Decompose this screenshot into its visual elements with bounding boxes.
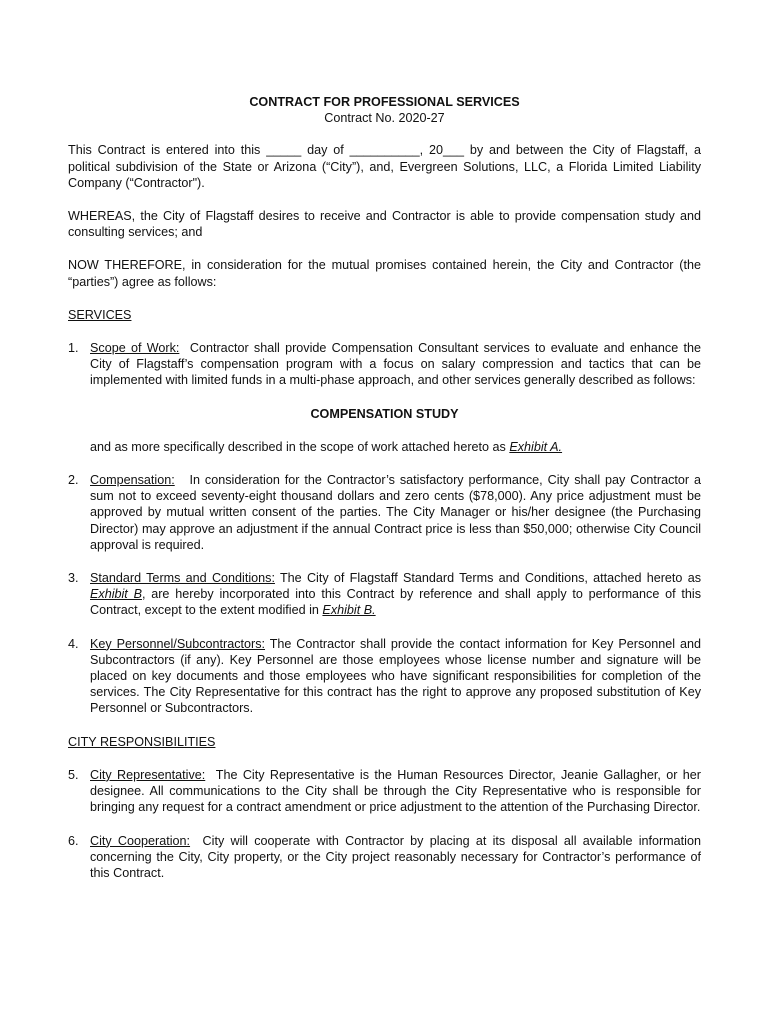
clause-text: The City Representative is the Human Resources Director, Jeanie Gallagher, or her designee. All communications to the City shall be through the City Representative who is responsible for bringing any request for a contract amendment or price adjustment to the attention of the Purchasing Director.: [90, 767, 701, 815]
clause-text: In consideration for the Contractor’s satisfactory performance, City shall pay Contractor a sum not to exceed seventy-eight thousand dollars and zero cents ($78,000). Any price adjustment must be approved by mutual written consent of the parties. The City Manager or his/her designee (the Purchasing Director) may approve an adjustment if the annual Contract price is less than $50,000; otherwise City Council approval is required.: [90, 473, 702, 552]
clause-text-continued: , are hereby incorporated into this Contract by reference and shall apply to performance of this Contract, except to the extent modified in: [90, 587, 701, 618]
contract-number: Contract No. 2020-27: [324, 111, 445, 126]
clause-number: 2.: [68, 473, 79, 488]
clause-compensation: [68, 472, 701, 553]
clause-title: City Representative:: [90, 767, 206, 782]
clause-key-personnel: [68, 636, 701, 717]
now-therefore-paragraph: NOW THEREFORE, in consideration for the mutual promises contained herein, the City and Contractor (the “parties”) agree as follows:: [68, 258, 701, 289]
clause-text: Contractor shall provide Compensation Consultant services to evaluate and enhance the City of Flagstaff’s compensation program with a focus on salary compression and tactics that can be implemented with limited funds in a multi-phase approach, and other services generally described as follows:: [90, 341, 701, 388]
clause-title: Standard Terms and Conditions:: [90, 571, 275, 586]
exhibit-a-link: Exhibit A.: [509, 439, 563, 454]
clause-title: Key Personnel/Subcontractors:: [90, 636, 266, 651]
clause-scope-of-work: [68, 340, 701, 389]
document-title: CONTRACT FOR PROFESSIONAL SERVICES: [249, 95, 520, 109]
clause-text: City will cooperate with Contractor by placing at its disposal all available information concerning the City, City property, or the City project reasonably necessary for Contractor’s performance of this Contract.: [90, 833, 701, 880]
clause-number: 4.: [68, 636, 79, 651]
document-body: [68, 94, 701, 881]
compensation-study-title: COMPENSATION STUDY: [310, 406, 459, 421]
clause-title: Scope of Work:: [90, 341, 180, 356]
clause-text: The Contractor shall provide the contact information for Key Personnel and Subcontractors (if any). Key Personnel are those employees whose license number and signature will be placed on key documents and those employees who have significant responsibilities for completion of the services. The City Representative for this contract has the right to approve any proposed substitution of Key Personnel or Subcontractors.: [90, 636, 701, 716]
city-responsibilities-heading: CITY RESPONSIBILITIES: [68, 734, 216, 749]
intro-paragraph: This Contract is entered into this _____ day of __________, 20___ by and between the City of Flagstaff, a political subdivision of the State or Arizona (“City”), and, Evergreen Solutions, LLC, a Florida Limited Liability Company (“Contractor").: [68, 143, 701, 190]
exhibit-a-text: and as more specifically described in the scope of work attached hereto as: [90, 439, 510, 454]
exhibit-a-reference: [68, 439, 701, 455]
exhibit-b-link: Exhibit B: [90, 587, 142, 602]
clause-city-representative: [68, 767, 701, 816]
clause-title: City Cooperation:: [90, 833, 191, 848]
services-heading: SERVICES: [68, 307, 132, 322]
clause-standard-terms: [68, 570, 701, 619]
clause-title: Compensation:: [90, 473, 175, 488]
clause-text: The City of Flagstaff Standard Terms and Conditions, attached hereto as: [279, 571, 701, 586]
exhibit-b-link-2: Exhibit B.: [322, 603, 376, 618]
clause-number: 3.: [68, 571, 79, 586]
whereas-paragraph: WHEREAS, the City of Flagstaff desires to receive and Contractor is able to provide compensation study and consulting services; and: [68, 209, 701, 240]
clause-number: 6.: [68, 833, 79, 848]
clause-city-cooperation: [68, 833, 701, 882]
clause-number: 1.: [68, 341, 79, 356]
clause-number: 5.: [68, 767, 79, 782]
